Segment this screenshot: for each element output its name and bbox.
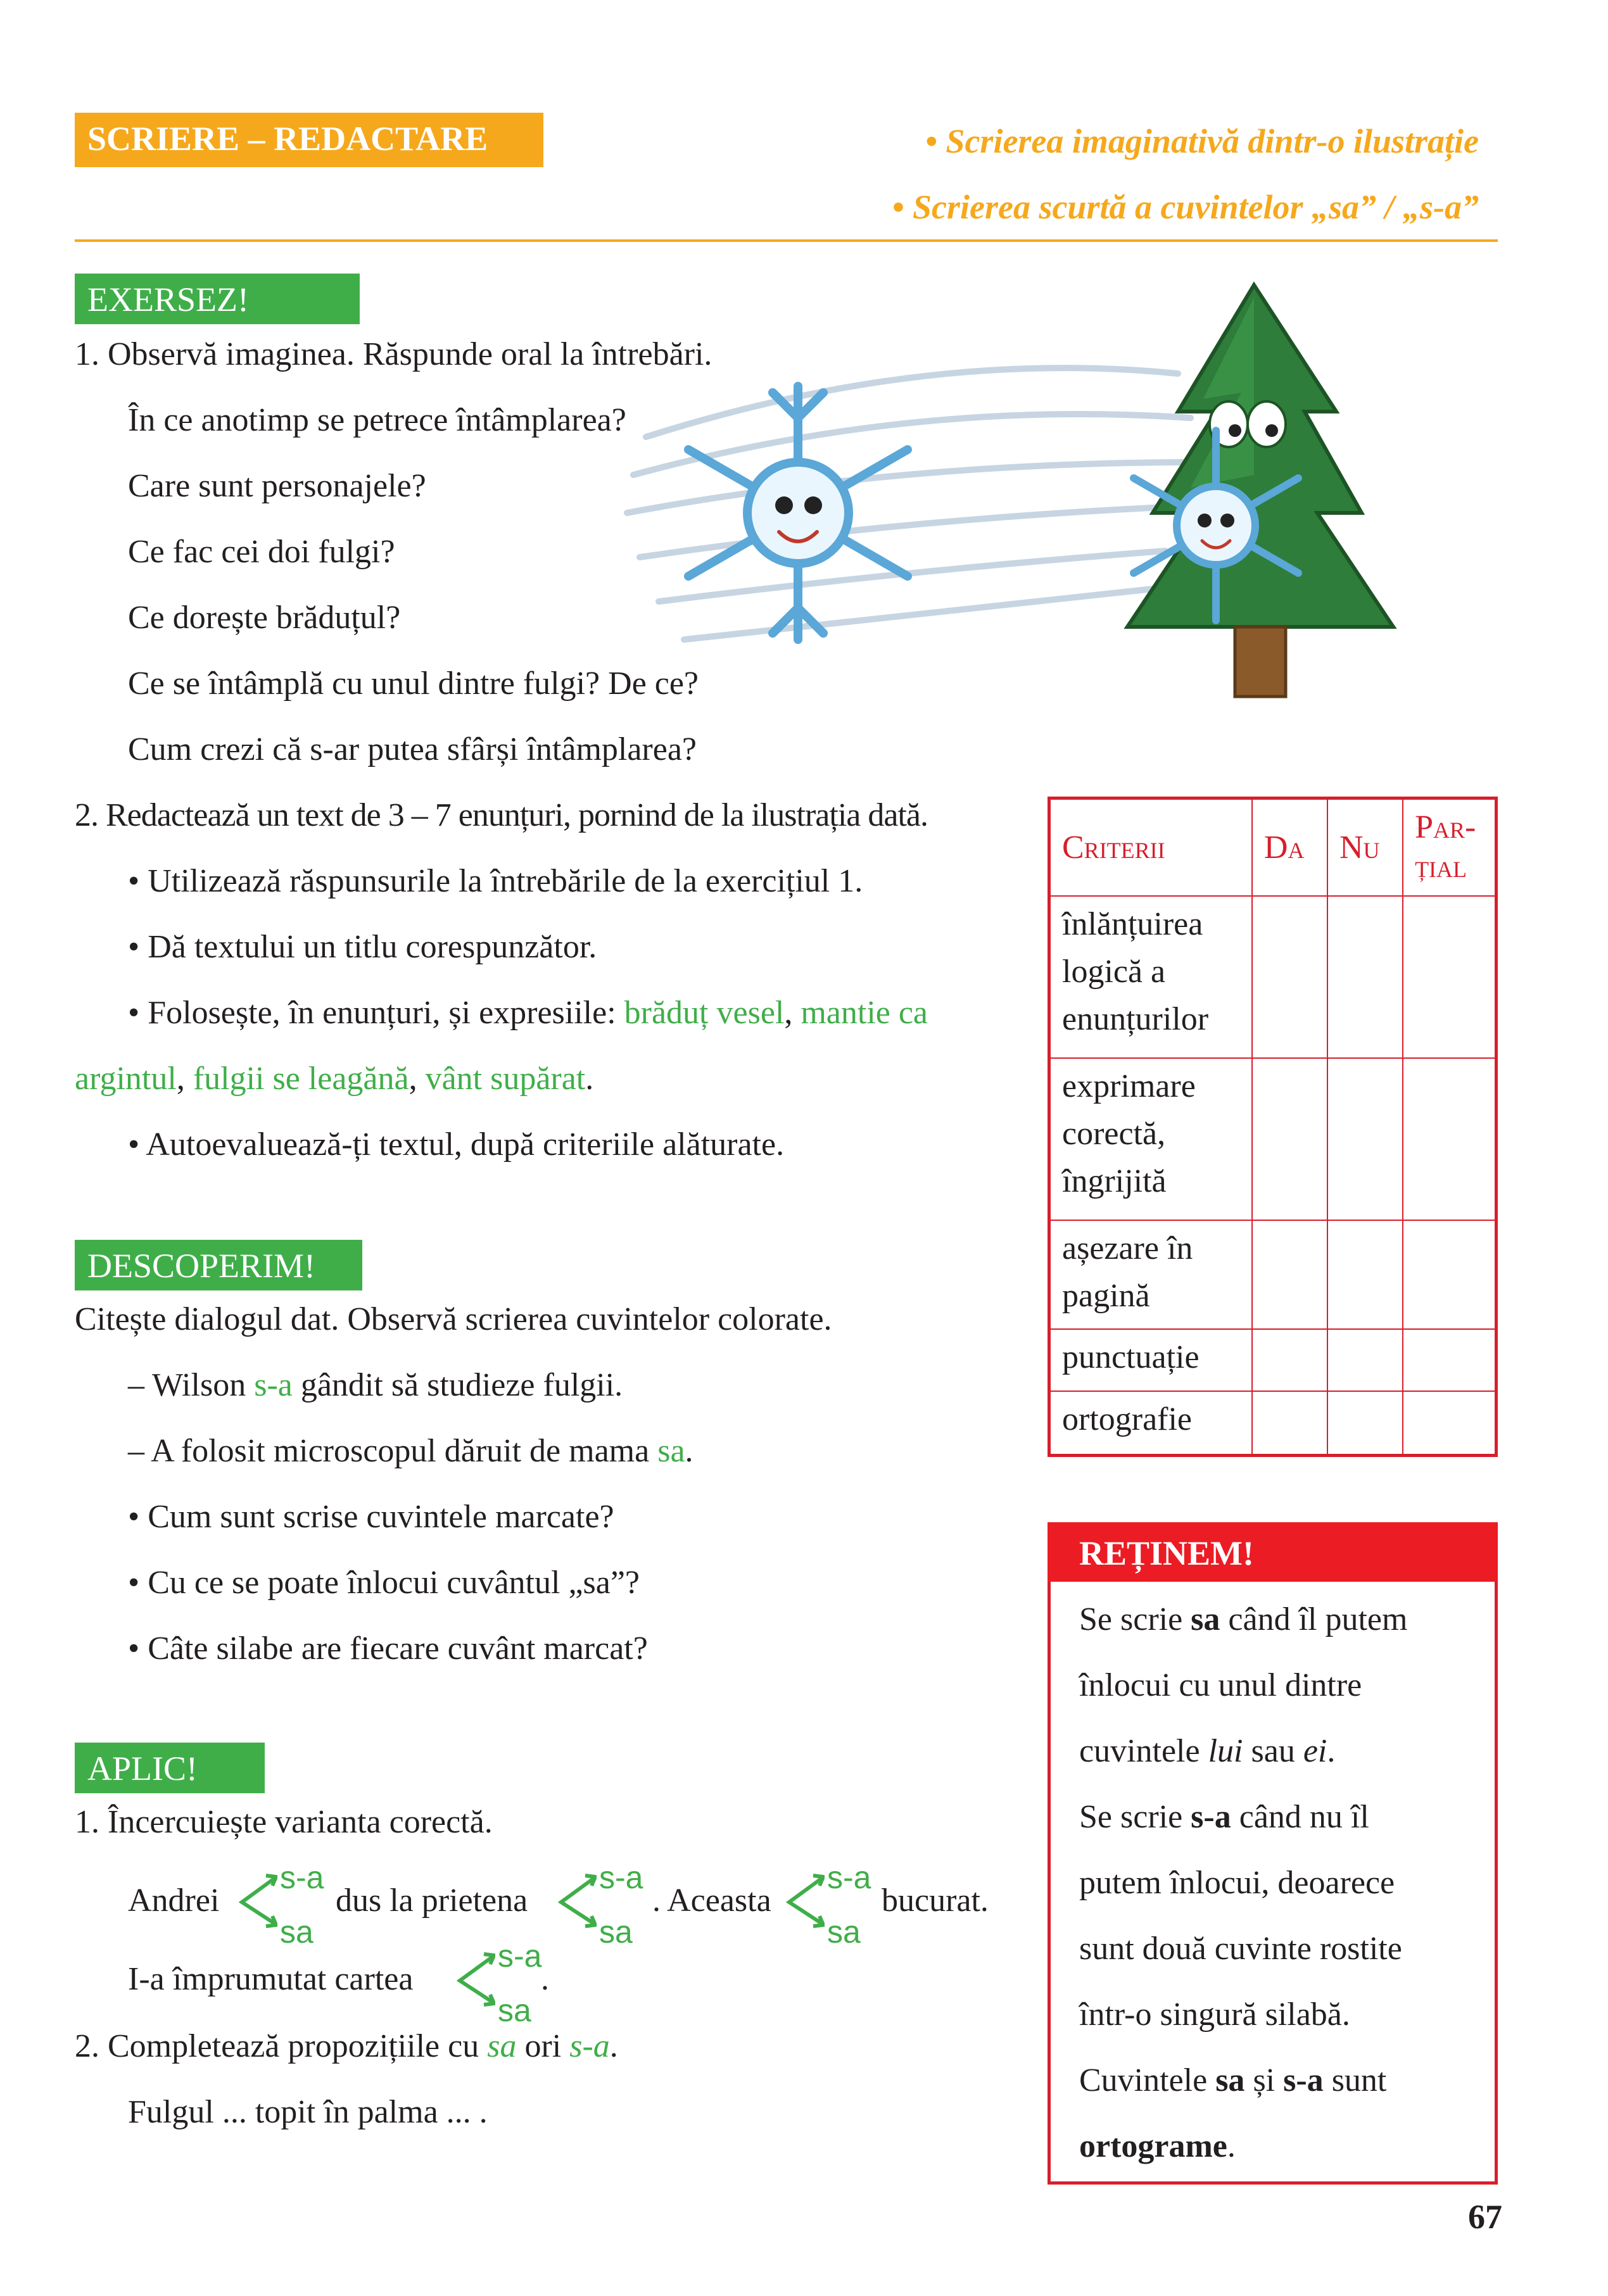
dialog-text: – Wilson (128, 1367, 255, 1403)
partial-cell[interactable] (1403, 1220, 1496, 1329)
option-s-a[interactable]: s-a (827, 1860, 871, 1895)
descoperim-q2: • Cu ce se poate înlocui cuvântul „sa”? (128, 1565, 640, 1601)
branch-arrow-icon (783, 1872, 825, 1929)
partial-cell[interactable] (1403, 1391, 1496, 1456)
dialog-line-1 (128, 1369, 623, 1402)
descoperim-q1: • Cum sunt scrise cuvintele marcate? (128, 1499, 614, 1535)
retinem-label: REȚINEM! (1048, 1522, 1498, 1582)
question-4: Ce dorește brăduțul? (128, 600, 401, 636)
question-6: Cum crezi că s-ar putea sfârși întâmplarea? (128, 731, 697, 767)
topic-2: • Scrierea scurtă a cuvintelor „sa” / „s-a” (892, 188, 1479, 226)
table-row (1049, 896, 1497, 1058)
rule-text: . (1227, 2128, 1236, 2164)
expression-2: mantie ca (801, 995, 928, 1031)
criterion-line: logică a (1062, 953, 1166, 990)
criterion-cell (1049, 896, 1252, 1058)
rule-text: și (1244, 2062, 1284, 2098)
da-cell[interactable] (1252, 1058, 1327, 1220)
nu-cell[interactable] (1327, 1058, 1403, 1220)
expression-4: vânt supărat (425, 1061, 586, 1097)
dialog-line-2 (128, 1435, 693, 1468)
criterion-cell (1049, 1220, 1252, 1329)
s1-part-a: Andrei (128, 1883, 220, 1919)
rule-text: când îl putem (1220, 1601, 1408, 1637)
table-row (1049, 1391, 1497, 1456)
page-number: 67 (1468, 2198, 1502, 2236)
criterion-line: corectă, (1062, 1115, 1166, 1152)
rule-text: Se scrie (1079, 1601, 1191, 1637)
rule-keyword: sa (1191, 1601, 1220, 1637)
topic-1: • Scrierea imaginativă dintr-o ilustrație (925, 122, 1479, 160)
expression-3: fulgii se leagănă (193, 1061, 409, 1097)
partial-cell[interactable] (1403, 896, 1496, 1058)
ex2-bullet-2: • Dă textului un titlu corespunzător. (128, 929, 597, 965)
ex2-bullet-3 (128, 997, 928, 1030)
rule-text: Se scrie (1079, 1799, 1191, 1835)
criterion-cell (1049, 1391, 1252, 1456)
dialog-text: gândit să studieze fulgii. (292, 1367, 623, 1403)
tree-icon (1127, 285, 1393, 697)
dialog-text: – A folosit microscopul dăruit de mama (128, 1433, 658, 1469)
retinem-line-9 (1079, 2130, 1236, 2163)
nu-header: Nu (1327, 798, 1403, 896)
section-label: SCRIERE – REDACTARE (75, 113, 543, 167)
option-s-a[interactable]: s-a (280, 1860, 324, 1895)
criteria-table (1048, 797, 1498, 1457)
aplic-ex2-sentence[interactable]: Fulgul ... topit în palma ... . (128, 2094, 488, 2130)
ex2-bullet-3-prefix: • Folosește, în enunțuri, și expresiile: (128, 995, 624, 1031)
separator-1: , (784, 995, 801, 1031)
ex2-text: ori (516, 2028, 570, 2064)
table-row (1049, 1329, 1497, 1391)
question-5: Ce se întâmplă cu unul dintre fulgi? De ce? (128, 665, 699, 702)
question-3: Ce fac cei doi fulgi? (128, 534, 395, 570)
s1-part-b: dus la prietena (336, 1883, 528, 1919)
table-row (1049, 1220, 1497, 1329)
ex2-text: 2. Completează propozițiile cu (75, 2028, 488, 2064)
criterion-line: exprimare (1062, 1068, 1196, 1104)
dialog-text: . (685, 1433, 693, 1469)
snowflakes-tree-illustration (608, 272, 1444, 728)
da-cell[interactable] (1252, 1391, 1327, 1456)
retinem-line-5: putem înlocui, deoarece (1079, 1865, 1395, 1901)
criterion-line: enunțurilor (1062, 1001, 1209, 1038)
rule-keyword: s-a (1191, 1799, 1231, 1835)
rule-text: sunt (1323, 2062, 1387, 2098)
partial-header (1403, 798, 1496, 896)
separator-2: , (176, 1061, 193, 1097)
ex2-title: 2. Redactează un text de 3 – 7 enunțuri, pornind de la ilustrația dată. (75, 797, 928, 833)
retinem-line-3 (1079, 1735, 1335, 1768)
partial-header-line-1: Par- (1415, 809, 1476, 845)
nu-cell[interactable] (1327, 1220, 1403, 1329)
exersez-label: EXERSEZ! (75, 274, 360, 324)
criterion-cell (1049, 1058, 1252, 1220)
descoperim-intro: Citește dialogul dat. Observă scrierea cuvintelor colorate. (75, 1301, 832, 1337)
header-divider (75, 239, 1498, 242)
option-s-a[interactable]: s-a (599, 1860, 643, 1895)
question-2: Care sunt personajele? (128, 468, 426, 504)
option-sa[interactable]: sa (827, 1914, 861, 1950)
highlighted-word: sa (487, 2028, 517, 2064)
rule-keyword: s-a (1283, 2062, 1324, 2098)
table-row (1049, 1058, 1497, 1220)
ex2-bullet-3-cont (75, 1063, 593, 1095)
aplic-ex1-title: 1. Încercuiește varianta corectă. (75, 1804, 493, 1840)
option-sa[interactable]: sa (498, 1993, 531, 2028)
highlighted-word: s-a (254, 1367, 293, 1403)
option-sa[interactable]: sa (599, 1914, 633, 1950)
question-1: În ce anotimp se petrece întâmplarea? (128, 402, 626, 438)
aplic-label: APLIC! (75, 1743, 265, 1793)
criterion-line: îngrijită (1062, 1163, 1167, 1200)
s2-part-b: . (541, 1961, 549, 1997)
criterion-line: înlănțuirea (1062, 905, 1203, 942)
highlighted-word: sa (657, 1433, 685, 1469)
descoperim-label: DESCOPERIM! (75, 1240, 362, 1290)
da-header: Da (1252, 798, 1327, 896)
partial-cell[interactable] (1403, 1329, 1496, 1391)
descoperim-q3: • Câte silabe are fiecare cuvânt marcat? (128, 1631, 648, 1667)
expression-2b: argintul (75, 1061, 177, 1097)
s1-part-c: . Aceasta (652, 1883, 771, 1919)
ex2-text: . (609, 2028, 618, 2064)
da-cell[interactable] (1252, 1329, 1327, 1391)
nu-cell[interactable] (1327, 1329, 1403, 1391)
retinem-line-2: înlocui cu unul dintre (1079, 1667, 1362, 1703)
rule-example: lui (1208, 1733, 1243, 1769)
criteria-header: Criterii (1049, 798, 1252, 896)
s1-part-d: bucurat. (882, 1883, 989, 1919)
separator-3: , (408, 1061, 426, 1097)
retinem-line-8 (1079, 2064, 1386, 2097)
da-cell[interactable] (1252, 1220, 1327, 1329)
rule-example: ei (1303, 1733, 1327, 1769)
retinem-line-1 (1079, 1603, 1407, 1636)
da-cell[interactable] (1252, 896, 1327, 1058)
criterion-line: ortografie (1062, 1401, 1193, 1437)
retinem-line-6: sunt două cuvinte rostite (1079, 1931, 1402, 1967)
aplic-ex2-title (75, 2030, 618, 2063)
s2-part-a: I-a împrumutat cartea (128, 1961, 414, 1997)
partial-header-line-2: țial (1415, 848, 1467, 885)
criterion-line: punctuație (1062, 1339, 1200, 1375)
rule-text: cuvintele (1079, 1733, 1208, 1769)
criterion-line: pagină (1062, 1277, 1150, 1314)
branch-arrow-icon (236, 1872, 277, 1929)
ex2-bullet-4: • Autoevaluează-ți textul, după criteriile alăturate. (128, 1126, 785, 1163)
rule-text: . (1327, 1733, 1336, 1769)
end-dot: . (585, 1061, 594, 1097)
nu-cell[interactable] (1327, 1391, 1403, 1456)
ex2-bullet-1: • Utilizează răspunsurile la întrebările de la exercițiul 1. (128, 863, 863, 899)
retinem-line-7: într-o singură silabă. (1079, 1996, 1350, 2033)
highlighted-word: s-a (569, 2028, 610, 2064)
ex1-title: 1. Observă imaginea. Răspunde oral la întrebări. (75, 336, 712, 372)
rule-text: Cuvintele (1079, 2062, 1216, 2098)
retinem-line-4 (1079, 1801, 1369, 1834)
partial-cell[interactable] (1403, 1058, 1496, 1220)
criterion-line: așezare în (1062, 1230, 1193, 1266)
rule-text: când nu îl (1231, 1799, 1369, 1835)
option-s-a[interactable]: s-a (498, 1938, 542, 1974)
branch-arrow-icon (453, 1950, 495, 2007)
rule-text: sau (1243, 1733, 1303, 1769)
criterion-cell (1049, 1329, 1252, 1391)
rule-keyword: sa (1215, 2062, 1245, 2098)
option-sa[interactable]: sa (280, 1914, 313, 1950)
branch-arrow-icon (555, 1872, 597, 1929)
rule-keyword: ortograme (1079, 2128, 1227, 2164)
expression-1: brăduț vesel (624, 995, 785, 1031)
nu-cell[interactable] (1327, 896, 1403, 1058)
